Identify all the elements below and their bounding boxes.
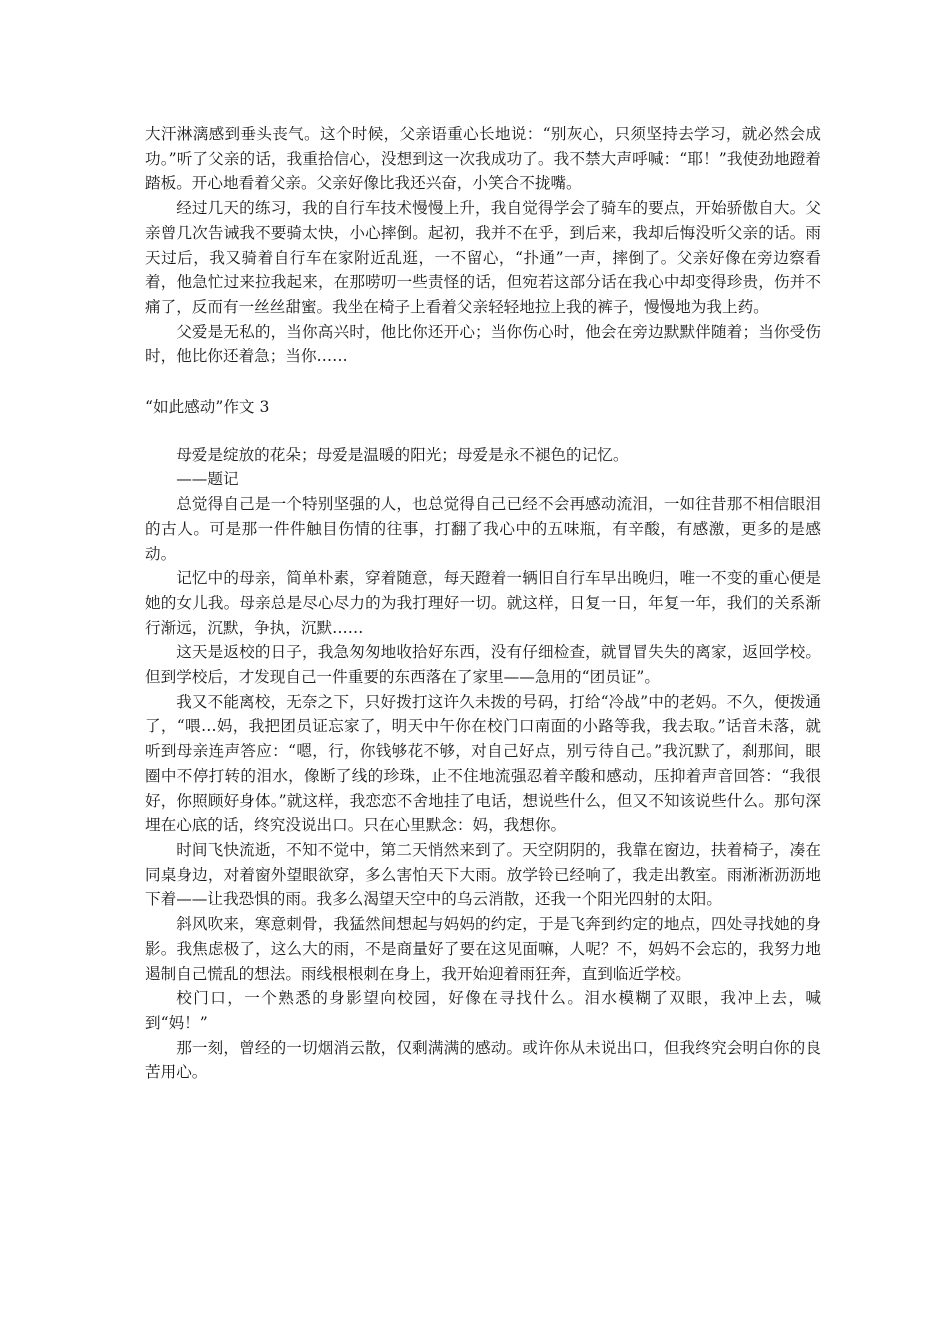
document-page — [145, 122, 821, 1085]
paragraph: 总觉得自己是一个特别坚强的人，也总觉得自己已经不会再感动流泪，一如往昔那不相信眼泪的古人。可是那一件件触目伤情的往事，打翻了我心中的五味瓶，有辛酸，有感激，更多的是感动。 — [145, 495, 821, 563]
paragraph: 经过几天的练习，我的自行车技术慢慢上升，我自觉得学会了骑车的要点，开始骄傲自大。父亲曾几次告诫我不要骑太快，小心摔倒。起初，我并不在乎，到后来，我却后悔没听父亲的话。雨天过后，我又骑着自行车在家附近乱逛，一不留心，“扑通”一声，摔倒了。父亲好像在旁边察看着，他急忙过来拉我起来，在那唠叨一些责怪的话，但宛若这部分话在我心中却变得珍贵，伤并不痛了，反而有一丝丝甜蜜。我坐在椅子上看着父亲轻轻地拉上我的裤子，慢慢地为我上药。 — [145, 199, 821, 316]
paragraph: 我又不能离校，无奈之下，只好拨打这许久未拨的号码，打给“冷战”中的老妈。不久，便拨通了，“喂…妈，我把团员证忘家了，明天中午你在校门口南面的小路等我，我去取。”话音未落，就听到母亲连声答应：“嗯，行，你钱够花不够，对自己好点，别亏待自己。”我沉默了，刹那间，眼圈中不停打转的泪水，像断了线的珍珠，止不住地流强忍着辛酸和感动，压抑着声音回答：“我很好，你照顾好身体。”就这样，我恋恋不舍地挂了电话，想说些什么，但又不知该说些什么。那句深埋在心底的话，终究没说出口。只在心里默念：妈，我想你。 — [145, 692, 821, 835]
paragraph: 那一刻，曾经的一切烟消云散，仅剩满满的感动。或许你从未说出口，但我终究会明白你的良苦用心。 — [145, 1038, 821, 1082]
paragraph: 斜风吹来，寒意刺骨，我猛然间想起与妈妈的约定，于是飞奔到约定的地点，四处寻找她的身影。我焦虑极了，这么大的雨，不是商量好了要在这见面嘛，人呢？不，妈妈不会忘的，我努力地遏制自己慌乱的想法。雨线根根刺在身上，我开始迎着雨狂奔，直到临近学校。 — [145, 915, 821, 983]
paragraph: 大汗淋漓感到垂头丧气。这个时候，父亲语重心长地说：“别灰心，只须坚持去学习，就必然会成功。”听了父亲的话，我重拾信心，没想到这一次我成功了。我不禁大声呼喊：“耶！”我使劲地蹬着踏板。开心地看着父亲。父亲好像比我还兴奋，小笑合不拢嘴。 — [145, 125, 821, 193]
epigraph: 母爱是绽放的花朵；母爱是温暖的阳光；母爱是永不褪色的记忆。 — [176, 445, 629, 464]
paragraph: 校门口，一个熟悉的身影望向校园，好像在寻找什么。泪水模糊了双眼，我冲上去，喊到“妈！” — [145, 989, 821, 1032]
paragraph: 记忆中的母亲，简单朴素，穿着随意，每天蹬着一辆旧自行车早出晚归，唯一不变的重心便是她的女儿我。母亲总是尽心尽力的为我打理好一切。就这样，日复一日，年复一年，我们的关系渐行渐远，沉默，争执，沉默…… — [145, 569, 821, 637]
article-title: “如此感动”作文 3 — [145, 398, 270, 417]
paragraph: 父爱是无私的，当你高兴时，他比你还开心；当你伤心时，他会在旁边默默伴随着；当你受伤时，他比你还着急；当你…… — [145, 322, 821, 366]
paragraph: 时间飞快流逝，不知不觉中，第二天悄然来到了。天空阴阴的，我靠在窗边，扶着椅子，凑在同桌身边，对着窗外望眼欲穿，多么害怕天下大雨。放学铃已经响了，我走出教室。雨淅淅沥沥地下着——让我恐惧的雨。我多么渴望天空中的乌云消散，还我一个阳光四射的太阳。 — [145, 840, 821, 909]
paragraph: 这天是返校的日子，我急匆匆地收拾好东西，没有仔细检查，就冒冒失失的离家，返回学校。但到学校后，才发现自己一件重要的东西落在了家里——急用的“团员证”。 — [145, 643, 821, 687]
epigraph-source: ——题记 — [176, 470, 239, 489]
